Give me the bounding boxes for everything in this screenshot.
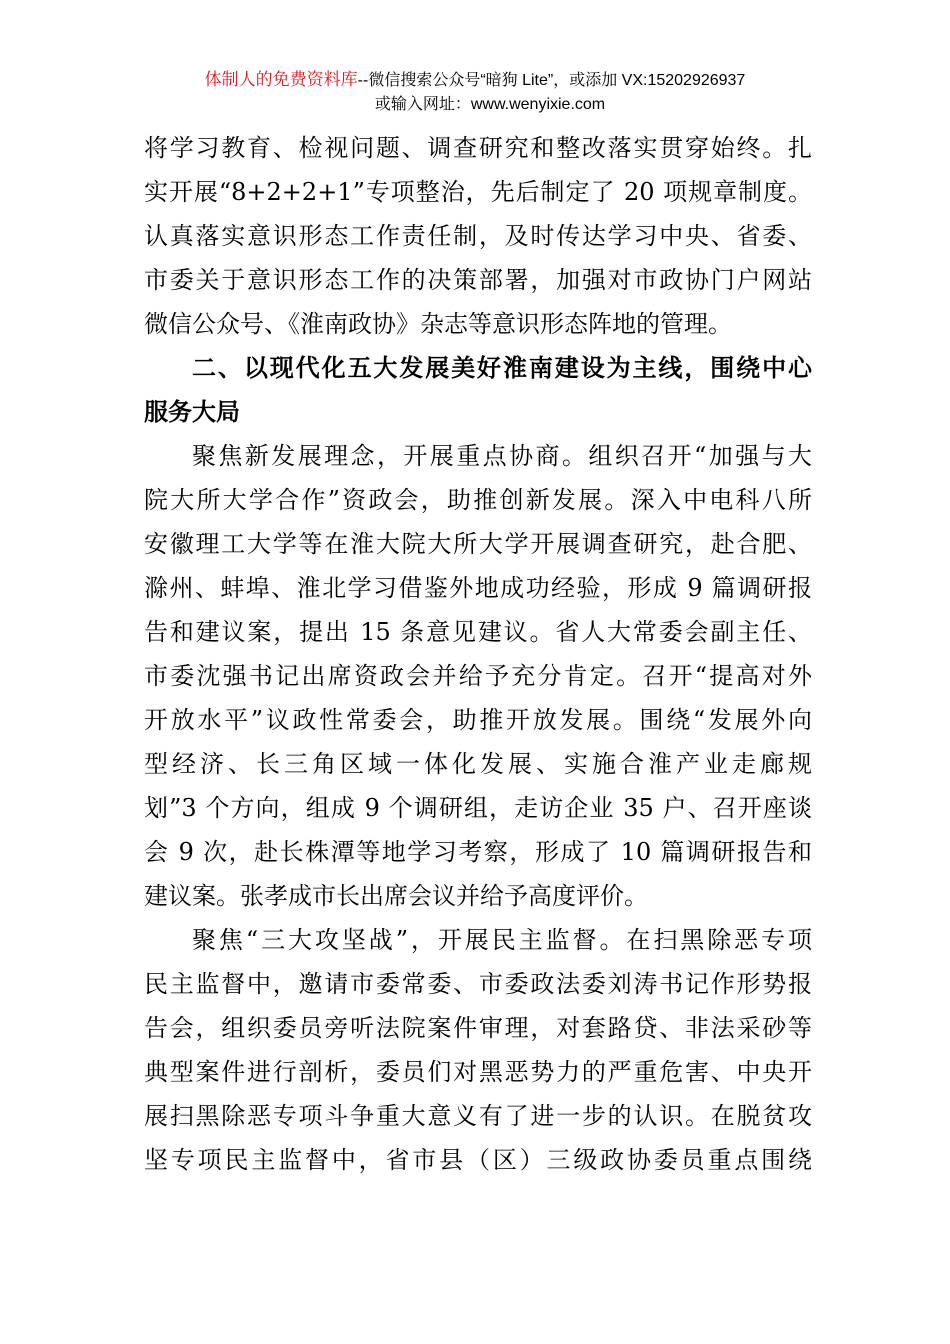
text-line: 开放水平”议政性常委会，助推开放发展。围绕“发展外向 — [144, 706, 812, 734]
section-heading-cont: 服务大局 — [144, 397, 240, 426]
document-body — [144, 126, 812, 1182]
text-line: 型经济、长三角区域一体化发展、实施合淮产业走廊规 — [144, 750, 812, 778]
text-line: 建议案。张孝成市长出席会议并给予高度评价。 — [144, 882, 648, 910]
text-line: 认真落实意识形态工作责任制，及时传达学习中央、省委、 — [144, 222, 812, 250]
text-line: 微信公众号、《淮南政协》杂志等意识形态阵地的管理。 — [144, 310, 732, 338]
text-line: 划”3 个方向，组成 9 个调研组，走访企业 35 户、召开座谈 — [144, 794, 812, 822]
text-line: 典型案件进行剖析，委员们对黑恶势力的严重危害、中央开 — [144, 1058, 812, 1086]
text-line: 会 9 次，赴长株潭等地学习考察，形成了 10 篇调研报告和 — [144, 838, 812, 866]
text-line: 展扫黑除恶专项斗争重大意义有了进一步的认识。在脱贫攻 — [144, 1102, 812, 1130]
header-url-line: 或输入网址：www.wenyixie.com — [374, 96, 606, 113]
text-line: 告和建议案，提出 15 条意见建议。省人大常委会副主任、 — [144, 618, 812, 646]
header-info: --微信搜索公众号“暗狗 Lite”，或添加 VX:15202926937 — [357, 72, 746, 89]
page-header — [0, 68, 950, 117]
text-line: 告会，组织委员旁听法院案件审理，对套路贷、非法采砂等 — [144, 1014, 812, 1042]
text-line: 民主监督中，邀请市委常委、市委政法委刘涛书记作形势报 — [144, 970, 812, 998]
section-heading: 二、以现代化五大发展美好淮南建设为主线，围绕中心 — [192, 353, 812, 382]
text-line: 滁州、蚌埠、淮北学习借鉴外地成功经验，形成 9 篇调研报 — [144, 574, 812, 602]
text-line: 实开展“8+2+2+1”专项整治，先后制定了 20 项规章制度。 — [144, 178, 812, 206]
paragraph-start: 聚焦“三大攻坚战”，开展民主监督。在扫黑除恶专项 — [192, 926, 812, 954]
paragraph-start: 聚焦新发展理念，开展重点协商。组织召开“加强与大 — [192, 442, 812, 470]
header-brand: 体制人的免费资料库 — [204, 70, 358, 89]
text-line: 坚专项民主监督中，省市县（区）三级政协委员重点围绕 — [144, 1146, 812, 1174]
text-line: 院大所大学合作”资政会，助推创新发展。深入中电科八所 — [144, 486, 812, 514]
text-line: 将学习教育、检视问题、调查研究和整改落实贯穿始终。扎 — [144, 134, 812, 162]
text-line: 市委沈强书记出席资政会并给予充分肯定。召开“提高对外 — [144, 662, 812, 690]
text-line: 安徽理工大学等在淮大院大所大学开展调查研究，赴合肥、 — [144, 530, 812, 558]
text-line: 市委关于意识形态工作的决策部署，加强对市政协门户网站 — [144, 266, 812, 294]
